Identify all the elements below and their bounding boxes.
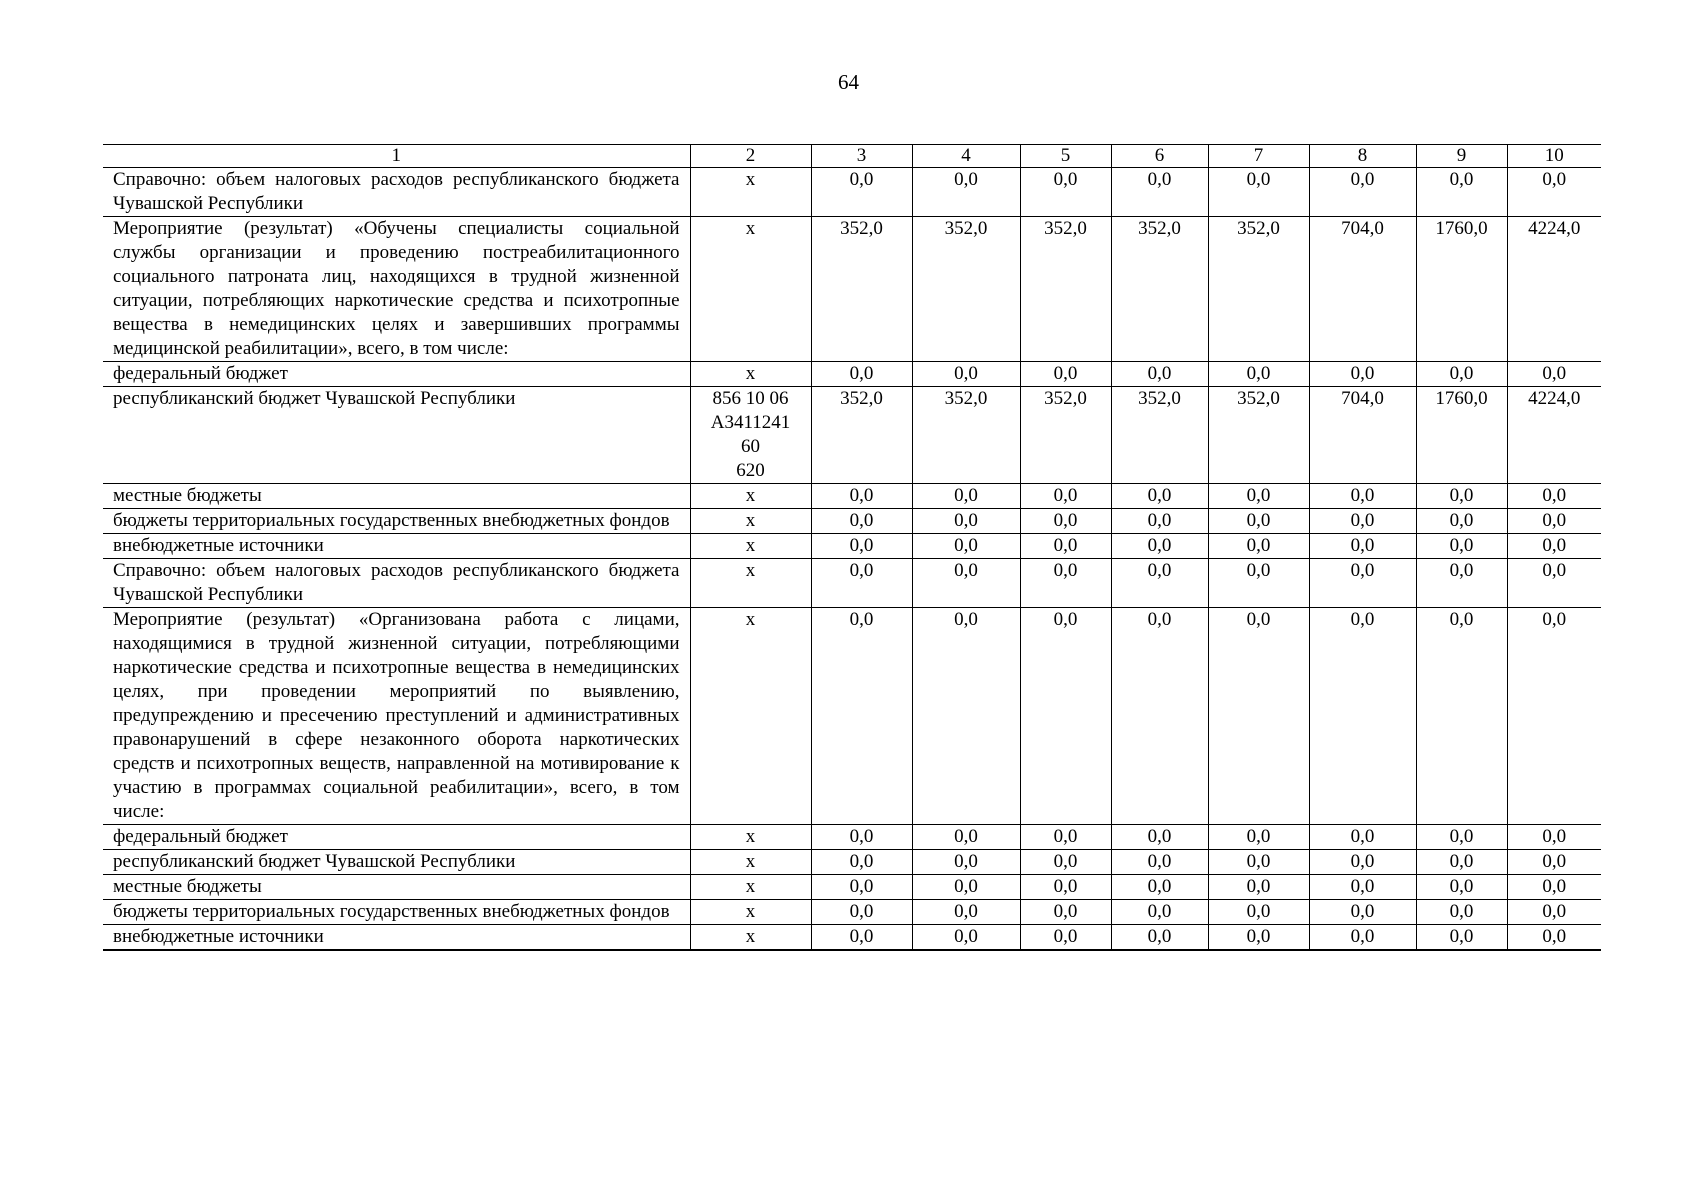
budget-code: х bbox=[690, 217, 811, 362]
amount-cell: 0,0 bbox=[912, 168, 1020, 217]
amount-cell: 0,0 bbox=[912, 825, 1020, 850]
amount-cell: 0,0 bbox=[811, 534, 912, 559]
amount-cell: 0,0 bbox=[1416, 825, 1507, 850]
amount-cell: 0,0 bbox=[1111, 559, 1208, 608]
amount-cell: 352,0 bbox=[1020, 387, 1111, 484]
amount-cell: 0,0 bbox=[1111, 362, 1208, 387]
amount-cell: 0,0 bbox=[811, 168, 912, 217]
table-row bbox=[103, 217, 1601, 362]
amount-cell: 0,0 bbox=[1309, 925, 1416, 951]
table-row bbox=[103, 509, 1601, 534]
amount-cell: 0,0 bbox=[1111, 850, 1208, 875]
budget-code: х bbox=[690, 825, 811, 850]
amount-cell: 704,0 bbox=[1309, 387, 1416, 484]
amount-cell: 352,0 bbox=[1111, 387, 1208, 484]
amount-cell: 0,0 bbox=[1507, 825, 1601, 850]
amount-cell: 0,0 bbox=[1507, 875, 1601, 900]
amount-cell: 0,0 bbox=[811, 608, 912, 825]
budget-code-line: А3411241 bbox=[710, 412, 791, 433]
amount-cell: 0,0 bbox=[1020, 608, 1111, 825]
amount-cell: 0,0 bbox=[1111, 900, 1208, 925]
amount-cell: 0,0 bbox=[1507, 900, 1601, 925]
table-row bbox=[103, 362, 1601, 387]
amount-cell: 0,0 bbox=[1416, 484, 1507, 509]
amount-cell: 0,0 bbox=[1507, 168, 1601, 217]
amount-cell: 0,0 bbox=[1309, 509, 1416, 534]
amount-cell: 352,0 bbox=[912, 217, 1020, 362]
column-header: 8 bbox=[1309, 145, 1416, 168]
row-description: республиканский бюджет Чувашской Республики bbox=[103, 850, 690, 875]
amount-cell: 0,0 bbox=[1208, 559, 1309, 608]
table-row bbox=[103, 900, 1601, 925]
amount-cell: 0,0 bbox=[1020, 850, 1111, 875]
amount-cell: 0,0 bbox=[1416, 559, 1507, 608]
page-number: 64 bbox=[838, 70, 859, 94]
amount-cell: 1760,0 bbox=[1416, 387, 1507, 484]
amount-cell: 0,0 bbox=[1111, 509, 1208, 534]
row-description: Мероприятие (результат) «Организована работа с лицами, находящимися в трудной жизненной ситуации, потребляющими наркотические средства и психотропные вещества в немедицинских целях, при проведении мероприятий по выявлению, предупреждению и пресечению преступлений и административных правонарушений в сфере незаконного оборота наркотических средств и психотропных веществ, направленной на мотивирование к участию в программах социальной реабилитации», всего, в том числе: bbox=[103, 608, 690, 825]
amount-cell: 0,0 bbox=[811, 484, 912, 509]
amount-cell: 0,0 bbox=[1208, 534, 1309, 559]
amount-cell: 0,0 bbox=[1309, 168, 1416, 217]
amount-cell: 0,0 bbox=[912, 559, 1020, 608]
amount-cell: 0,0 bbox=[912, 534, 1020, 559]
amount-cell: 0,0 bbox=[1020, 825, 1111, 850]
amount-cell: 0,0 bbox=[811, 559, 912, 608]
amount-cell: 0,0 bbox=[912, 484, 1020, 509]
row-description: местные бюджеты bbox=[103, 875, 690, 900]
amount-cell: 0,0 bbox=[1020, 168, 1111, 217]
amount-cell: 0,0 bbox=[1416, 608, 1507, 825]
amount-cell: 0,0 bbox=[1416, 900, 1507, 925]
budget-code: х bbox=[690, 850, 811, 875]
table-row bbox=[103, 534, 1601, 559]
table-row bbox=[103, 168, 1601, 217]
amount-cell: 0,0 bbox=[1111, 608, 1208, 825]
amount-cell: 0,0 bbox=[1208, 484, 1309, 509]
amount-cell: 0,0 bbox=[1020, 925, 1111, 951]
amount-cell: 0,0 bbox=[1309, 875, 1416, 900]
column-header: 5 bbox=[1020, 145, 1111, 168]
table-row bbox=[103, 850, 1601, 875]
amount-cell: 0,0 bbox=[1309, 362, 1416, 387]
amount-cell: 0,0 bbox=[811, 925, 912, 951]
amount-cell: 0,0 bbox=[1111, 484, 1208, 509]
amount-cell: 352,0 bbox=[1208, 387, 1309, 484]
amount-cell: 0,0 bbox=[1309, 608, 1416, 825]
amount-cell: 0,0 bbox=[1507, 608, 1601, 825]
amount-cell: 0,0 bbox=[811, 825, 912, 850]
amount-cell: 0,0 bbox=[811, 850, 912, 875]
budget-code-line: 60 bbox=[741, 436, 760, 457]
amount-cell: 0,0 bbox=[1507, 362, 1601, 387]
amount-cell: 0,0 bbox=[1507, 484, 1601, 509]
budget-code bbox=[690, 387, 811, 484]
amount-cell: 352,0 bbox=[1111, 217, 1208, 362]
budget-code: х bbox=[690, 925, 811, 951]
budget-code: х bbox=[690, 534, 811, 559]
amount-cell: 0,0 bbox=[912, 875, 1020, 900]
amount-cell: 0,0 bbox=[1208, 362, 1309, 387]
amount-cell: 0,0 bbox=[1208, 850, 1309, 875]
budget-code: х bbox=[690, 168, 811, 217]
table-row bbox=[103, 484, 1601, 509]
amount-cell: 0,0 bbox=[1416, 509, 1507, 534]
amount-cell: 0,0 bbox=[1309, 825, 1416, 850]
amount-cell: 352,0 bbox=[912, 387, 1020, 484]
budget-code: х bbox=[690, 900, 811, 925]
amount-cell: 0,0 bbox=[1309, 900, 1416, 925]
column-header: 2 bbox=[690, 145, 811, 168]
amount-cell: 0,0 bbox=[1111, 168, 1208, 217]
table-row bbox=[103, 875, 1601, 900]
amount-cell: 0,0 bbox=[1416, 168, 1507, 217]
budget-table bbox=[103, 144, 1601, 951]
amount-cell: 0,0 bbox=[1208, 825, 1309, 850]
amount-cell: 352,0 bbox=[811, 217, 912, 362]
amount-cell: 0,0 bbox=[1020, 900, 1111, 925]
amount-cell: 0,0 bbox=[1309, 559, 1416, 608]
row-description: Справочно: объем налоговых расходов республиканского бюджета Чувашской Республики bbox=[103, 559, 690, 608]
budget-code-line: 620 bbox=[736, 460, 765, 481]
budget-code-line: 856 10 06 bbox=[712, 388, 789, 409]
amount-cell: 0,0 bbox=[1507, 534, 1601, 559]
amount-cell: 0,0 bbox=[1507, 559, 1601, 608]
amount-cell: 0,0 bbox=[1507, 850, 1601, 875]
amount-cell: 0,0 bbox=[811, 875, 912, 900]
amount-cell: 0,0 bbox=[1111, 825, 1208, 850]
amount-cell: 0,0 bbox=[1208, 168, 1309, 217]
budget-code: х bbox=[690, 484, 811, 509]
amount-cell: 0,0 bbox=[1507, 509, 1601, 534]
amount-cell: 0,0 bbox=[811, 900, 912, 925]
amount-cell: 0,0 bbox=[811, 362, 912, 387]
row-description: бюджеты территориальных государственных внебюджетных фондов bbox=[103, 900, 690, 925]
budget-code: х bbox=[690, 559, 811, 608]
column-header: 10 bbox=[1507, 145, 1601, 168]
amount-cell: 0,0 bbox=[1208, 900, 1309, 925]
amount-cell: 0,0 bbox=[1208, 608, 1309, 825]
amount-cell: 0,0 bbox=[1309, 484, 1416, 509]
row-description: федеральный бюджет bbox=[103, 825, 690, 850]
budget-code: х bbox=[690, 509, 811, 534]
row-description: внебюджетные источники bbox=[103, 534, 690, 559]
amount-cell: 0,0 bbox=[1416, 925, 1507, 951]
amount-cell: 0,0 bbox=[1416, 850, 1507, 875]
table-row bbox=[103, 925, 1601, 951]
budget-code: х bbox=[690, 608, 811, 825]
amount-cell: 704,0 bbox=[1309, 217, 1416, 362]
column-header: 7 bbox=[1208, 145, 1309, 168]
row-description: бюджеты территориальных государственных внебюджетных фондов bbox=[103, 509, 690, 534]
table-row bbox=[103, 608, 1601, 825]
amount-cell: 0,0 bbox=[1208, 925, 1309, 951]
amount-cell: 0,0 bbox=[912, 362, 1020, 387]
column-header: 6 bbox=[1111, 145, 1208, 168]
amount-cell: 0,0 bbox=[1020, 509, 1111, 534]
column-number-row bbox=[103, 145, 1601, 168]
column-header: 9 bbox=[1416, 145, 1507, 168]
row-description: Мероприятие (результат) «Обучены специалисты социальной службы организации и проведению постреабилитационного социального патроната лиц, находящихся в трудной жизненной ситуации, потребляющих наркотические средства и психотропные вещества в немедицинских целях и завершивших программы медицинской реабилитации», всего, в том числе: bbox=[103, 217, 690, 362]
amount-cell: 1760,0 bbox=[1416, 217, 1507, 362]
amount-cell: 0,0 bbox=[1111, 875, 1208, 900]
amount-cell: 0,0 bbox=[1416, 362, 1507, 387]
amount-cell: 0,0 bbox=[1416, 534, 1507, 559]
amount-cell: 0,0 bbox=[811, 509, 912, 534]
column-header: 1 bbox=[103, 145, 690, 168]
amount-cell: 4224,0 bbox=[1507, 387, 1601, 484]
row-description: республиканский бюджет Чувашской Республики bbox=[103, 387, 690, 484]
amount-cell: 0,0 bbox=[912, 925, 1020, 951]
column-header: 4 bbox=[912, 145, 1020, 168]
row-description: федеральный бюджет bbox=[103, 362, 690, 387]
amount-cell: 0,0 bbox=[1309, 850, 1416, 875]
amount-cell: 0,0 bbox=[912, 850, 1020, 875]
budget-code: х bbox=[690, 362, 811, 387]
table-row bbox=[103, 559, 1601, 608]
amount-cell: 0,0 bbox=[1208, 875, 1309, 900]
amount-cell: 0,0 bbox=[912, 509, 1020, 534]
amount-cell: 0,0 bbox=[1020, 559, 1111, 608]
amount-cell: 0,0 bbox=[1020, 875, 1111, 900]
amount-cell: 0,0 bbox=[1020, 484, 1111, 509]
amount-cell: 0,0 bbox=[1507, 925, 1601, 951]
amount-cell: 0,0 bbox=[1111, 925, 1208, 951]
amount-cell: 352,0 bbox=[1208, 217, 1309, 362]
budget-code: х bbox=[690, 875, 811, 900]
amount-cell: 352,0 bbox=[811, 387, 912, 484]
amount-cell: 0,0 bbox=[1416, 875, 1507, 900]
amount-cell: 352,0 bbox=[1020, 217, 1111, 362]
table-row bbox=[103, 825, 1601, 850]
table-body bbox=[103, 168, 1601, 951]
row-description: Справочно: объем налоговых расходов республиканского бюджета Чувашской Республики bbox=[103, 168, 690, 217]
row-description: внебюджетные источники bbox=[103, 925, 690, 951]
amount-cell: 0,0 bbox=[1020, 534, 1111, 559]
amount-cell: 0,0 bbox=[1309, 534, 1416, 559]
amount-cell: 4224,0 bbox=[1507, 217, 1601, 362]
amount-cell: 0,0 bbox=[1208, 509, 1309, 534]
amount-cell: 0,0 bbox=[1020, 362, 1111, 387]
amount-cell: 0,0 bbox=[912, 608, 1020, 825]
amount-cell: 0,0 bbox=[1111, 534, 1208, 559]
column-header: 3 bbox=[811, 145, 912, 168]
table-row bbox=[103, 387, 1601, 484]
row-description: местные бюджеты bbox=[103, 484, 690, 509]
amount-cell: 0,0 bbox=[912, 900, 1020, 925]
